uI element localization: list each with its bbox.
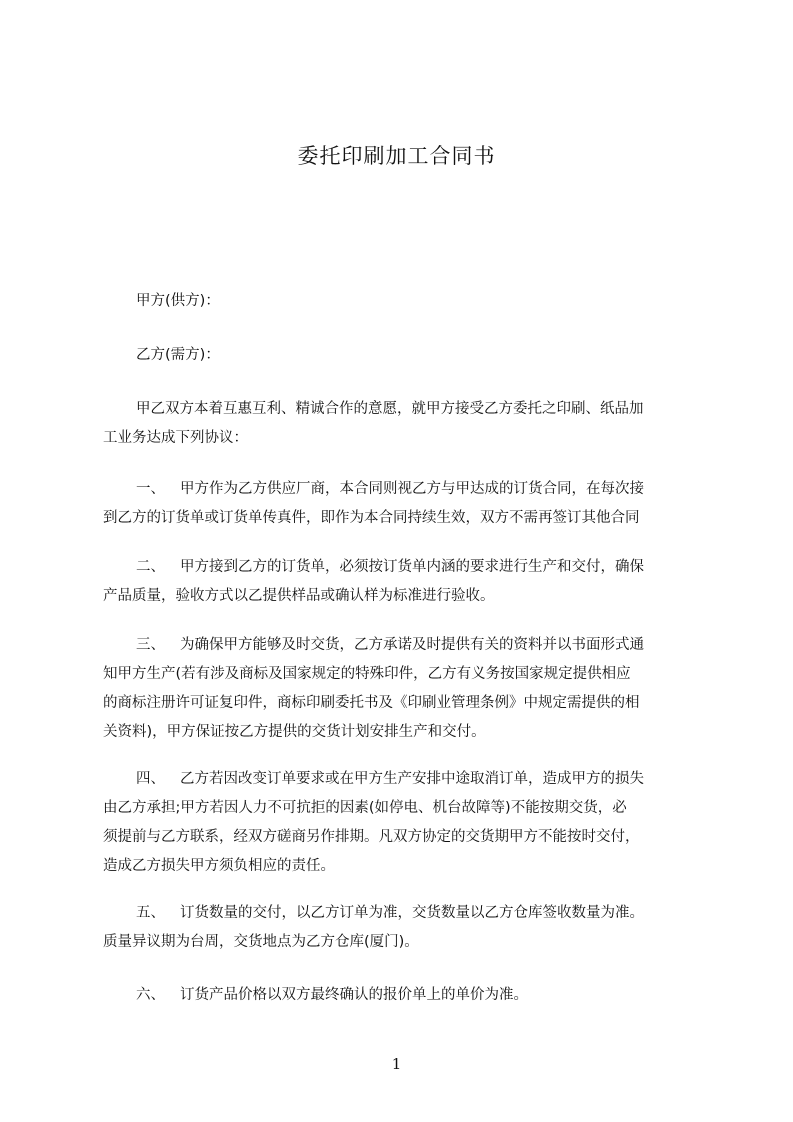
clause-4-line-2: 由乙方承担;甲方若因人力不可抗拒的因素(如停电、机台故障等)不能按期交货，必 bbox=[103, 800, 627, 816]
clause-number: 二、 bbox=[136, 559, 165, 575]
clause-3-line-1 bbox=[103, 631, 701, 660]
intro-line-2: 工业务达成下列协议： bbox=[103, 430, 248, 446]
clause-4-line-3: 须提前与乙方联系，经双方磋商另作排期。凡双方协定的交货期甲方不能按时交付， bbox=[103, 829, 640, 845]
clause-3 bbox=[103, 631, 701, 747]
clause-text: 为确保甲方能够及时交货，乙方承诺及时提供有关的资料并以书面形式通 bbox=[180, 637, 644, 653]
clause-2-line-2: 产品质量，验收方式以乙提供样品或确认样为标准进行验收。 bbox=[103, 588, 495, 604]
clause-1-line-2: 到乙方的订货单或订货单传真件，即作为本合同持续生效，双方不需再签订其他合同 bbox=[103, 510, 640, 526]
party-b-line bbox=[103, 341, 701, 370]
clause-text: 订货产品价格以双方最终确认的报价单上的单价为准。 bbox=[180, 987, 528, 1003]
clause-number: 四、 bbox=[136, 771, 165, 787]
clause-3-line-3: 的商标注册许可证复印件，商标印刷委托书及《印刷业管理条例》中规定需提供的相 bbox=[103, 695, 640, 711]
clause-number: 五、 bbox=[136, 905, 165, 921]
clause-2-line-1 bbox=[103, 553, 701, 582]
party-a-label: 甲方(供方)： bbox=[136, 293, 220, 309]
document-title: 委托印刷加工合同书 bbox=[297, 144, 496, 168]
clause-6-line-1 bbox=[103, 981, 701, 1010]
clause-1 bbox=[103, 475, 701, 533]
clause-text: 甲方接到乙方的订货单，必须按订货单内涵的要求进行生产和交付，确保 bbox=[180, 559, 644, 575]
clause-5 bbox=[103, 899, 701, 957]
clause-text: 甲方作为乙方供应厂商，本合同则视乙方与甲达成的订货合同，在每次接 bbox=[180, 481, 644, 497]
party-b-label: 乙方(需方)： bbox=[136, 347, 220, 363]
clause-4-line-4: 造成乙方损失甲方须负相应的责任。 bbox=[103, 858, 335, 874]
clause-2 bbox=[103, 553, 701, 611]
intro-paragraph bbox=[103, 395, 701, 453]
clause-text: 乙方若因改变订单要求或在甲方生产安排中途取消订单，造成甲方的损失 bbox=[180, 771, 644, 787]
page-number: 1 bbox=[391, 1055, 402, 1073]
clause-6 bbox=[103, 981, 701, 1010]
clause-5-line-1 bbox=[103, 899, 701, 928]
clause-number: 一、 bbox=[136, 481, 165, 497]
clause-4-line-1 bbox=[103, 765, 701, 794]
intro-line-1: 甲乙双方本着互惠互利、精诚合作的意愿，就甲方接受乙方委托之印刷、纸品加 bbox=[136, 401, 644, 417]
party-a-line bbox=[103, 287, 701, 316]
clause-number: 六、 bbox=[136, 987, 165, 1003]
clause-3-line-2: 知甲方生产(若有涉及商标及国家规定的特殊印件，乙方有义务按国家规定提供相应 bbox=[103, 666, 631, 682]
clause-5-line-2: 质量异议期为台周，交货地点为乙方仓库(厦门)。 bbox=[103, 934, 419, 950]
clause-4 bbox=[103, 765, 701, 881]
clause-number: 三、 bbox=[136, 637, 165, 653]
clause-text: 订货数量的交付，以乙方订单为准，交货数量以乙方仓库签收数量为准。 bbox=[180, 905, 644, 921]
clause-3-line-4: 关资料)，甲方保证按乙方提供的交货计划安排生产和交付。 bbox=[103, 724, 486, 740]
clause-1-line-1 bbox=[103, 475, 701, 504]
